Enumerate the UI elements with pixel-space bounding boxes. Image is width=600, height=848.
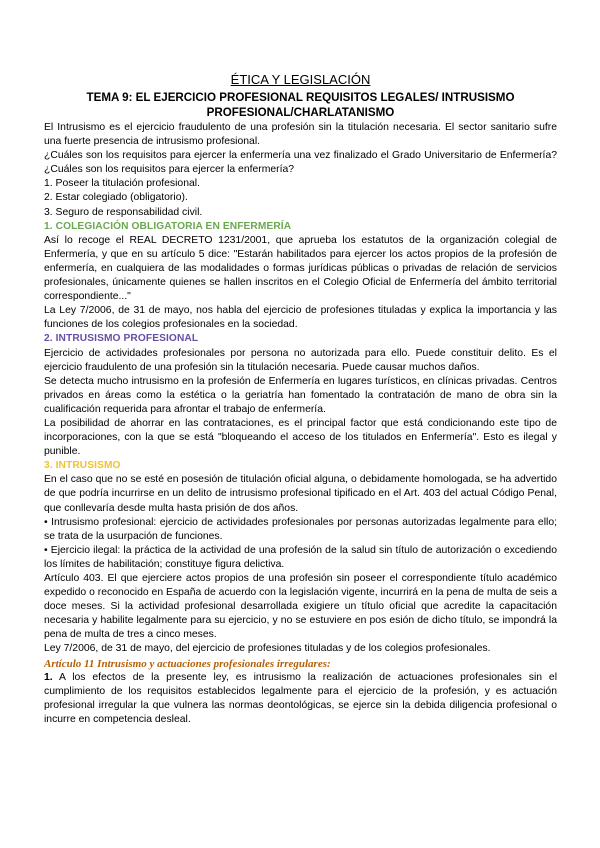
- article-11-heading: Artículo 11 Intrusismo y actuaciones profesionales irregulares:: [44, 657, 331, 670]
- requirement-item: 3. Seguro de responsabilidad civil.: [44, 206, 203, 218]
- intro-paragraph: El Intrusismo es el ejercicio fraudulento de una profesión sin la titulación necesaria. El sector sanitario sufre una fuerte presencia de intrusismo profesional.: [44, 122, 557, 148]
- section-1-paragraph: Así lo recoge el REAL DECRETO 1231/2001, que aprueba los estatutos de la organización colegial de Enfermería, y que en su artículo 5 dice: "Estarán habilitados para ejercer los actos propios de la profesión de enfermería, en cualquiera de las modalidades o formas jurídicas públicas o privadas de relación de servicios profesionales, únicamente quienes se hallen inscritos en el Colegio Oficial de Enfermería del ámbito territorial correspondiente...": [44, 234, 557, 303]
- document-page: [44, 72, 557, 727]
- section-2-heading: 2. INTRUSISMO PROFESIONAL: [44, 333, 199, 345]
- section-3-bullet: • Ejercicio ilegal: la práctica de la actividad de una profesión de la salud sin título de autorización o excediendo los límites de habilitación; constituye figura delictiva.: [44, 544, 557, 570]
- section-3-heading: 3. INTRUSISMO: [44, 460, 121, 472]
- section-3-paragraph: En el caso que no se esté en posesión de titulación oficial alguna, o debidamente homologada, se ha advertido de que podría incurrirse en un delito de intrusismo profesional tipificado en el Art. 403 del actual Código Penal, que conllevaría desde multa hasta prisión de dos años.: [44, 474, 557, 514]
- section-3-paragraph: Ley 7/2006, de 31 de mayo, del ejercicio de profesiones tituladas y de los colegios profesionales.: [44, 643, 491, 655]
- section-1-heading: 1. COLEGIACIÓN OBLIGATORIA EN ENFERMERÍA: [44, 220, 292, 232]
- article-11-number: 1.: [44, 671, 53, 683]
- document-subtitle: TEMA 9: EL EJERCICIO PROFESIONAL REQUISITOS LEGALES/ INTRUSISMO PROFESIONAL/CHARLATANISMO: [86, 91, 515, 119]
- intro-question: ¿Cuáles son los requisitos para ejercer la enfermería una vez finalizado el Grado Universitario de Enfermería? ¿Cuáles son los requisitos para ejercer la enfermería?: [44, 150, 557, 176]
- section-2-paragraph: Ejercicio de actividades profesionales por persona no autorizada para ello. Puede constituir delito. Es el ejercicio fraudulento de una profesión sin la titulación necesaria. Puede causar muchos daños.: [44, 347, 557, 373]
- article-11-text: A los efectos de la presente ley, es intrusismo la realización de actuaciones profesionales sin el cumplimiento de los requisitos establecidos legalmente para el ejercicio de la profesión, y es actuación profesional irregular la que vulnera las normas deontológicas, se ejerce sin la debida diligencia profesional o incurre en competencia desleal.: [44, 671, 557, 725]
- article-11-paragraph: [44, 671, 557, 727]
- section-2-paragraph: Se detecta mucho intrusismo en la profesión de Enfermería en lugares turísticos, en clínicas privadas. Centros privados en áreas como la estética o la geriatría han fomentado la contratación de mano de obra sin la cualificación requerida para afrontar el trabajo de enfermería.: [44, 375, 557, 415]
- section-3-bullet: • Intrusismo profesional: ejercicio de actividades profesionales por personas autorizadas legalmente para ello; se trata de la usurpación de funciones.: [44, 516, 557, 542]
- document-title: ÉTICA Y LEGISLACIÓN: [230, 72, 371, 87]
- section-3-paragraph: Artículo 403. El que ejerciere actos propios de una profesión sin poseer el correspondiente título académico expedido o reconocido en España de acuerdo con la legislación vigente, incurrirá en la pena de multa de seis a doce meses. Si la actividad profesional desarrollada exigiere un título oficial que acredite la capacitación necesaria y habilite legalmente para su ejercicio, y no se estuviere en pos esión de dicho título, se impondrá la pena de multa de tres a cinco meses.: [44, 573, 557, 641]
- requirement-item: 2. Estar colegiado (obligatorio).: [44, 192, 188, 204]
- requirement-item: 1. Poseer la titulación profesional.: [44, 178, 200, 190]
- section-2-paragraph: La posibilidad de ahorrar en las contrataciones, es el principal factor que está condicionando este tipo de incorporaciones, con la que se está "bloqueando el acceso de los titulados en Enfermería". Esto es ilegal y punible.: [44, 417, 557, 458]
- section-1-paragraph: La Ley 7/2006, de 31 de mayo, nos habla del ejercicio de profesiones tituladas y explica la importancia y las funciones de los colegios profesionales en la sociedad.: [44, 305, 557, 331]
